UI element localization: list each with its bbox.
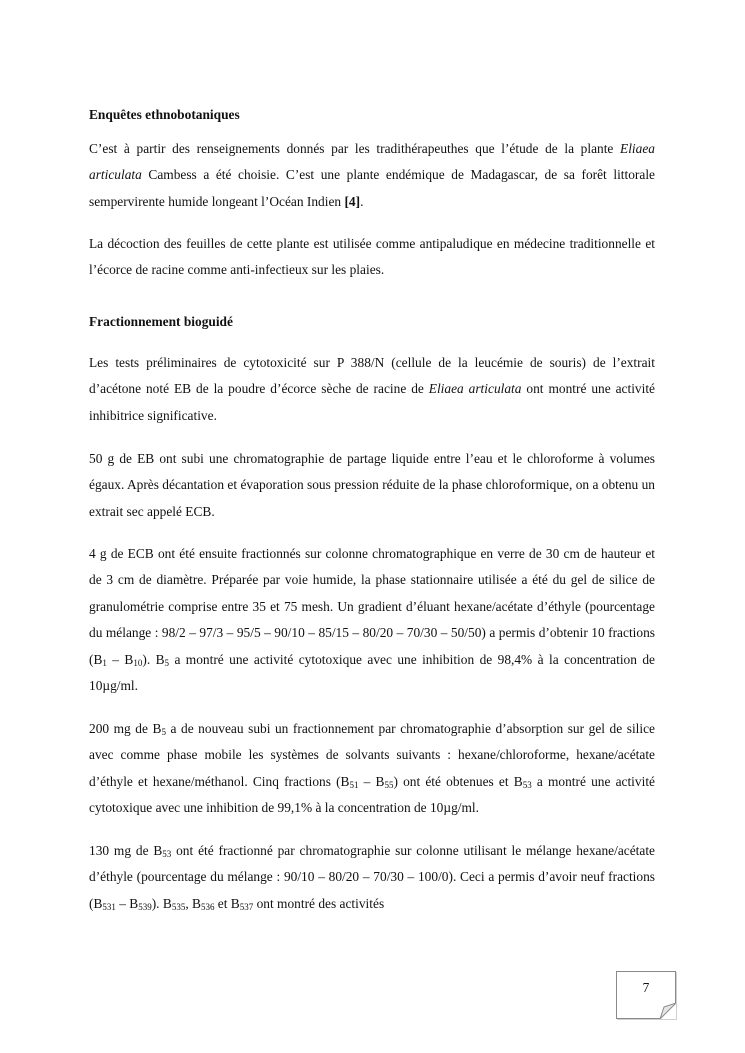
text: – B	[358, 773, 385, 789]
species-name: Eliaea articulata	[428, 381, 522, 397]
text: ont montré une activité inhibitrice significative.	[89, 381, 655, 423]
text: ont montré des activités	[253, 895, 385, 911]
text: a montré une activité cytotoxique avec une inhibition de 99,1% à la concentration de 10µg/ml.	[89, 773, 655, 816]
subscript: 10	[133, 657, 143, 668]
text: ). B	[151, 895, 172, 911]
heading-fractionnement: Fractionnement bioguidé	[89, 314, 233, 329]
text: ). B	[142, 651, 165, 667]
text: C’est à partir des renseignements donnés par les tradithérapeuthes que l’étude de la plante	[89, 141, 621, 156]
text: – B	[106, 651, 134, 667]
text: Les tests préliminaires de cytotoxicité sur P 388/N (cellule de la leucémie de souris) de l’extrait d’acétone noté EB de la poudre d’écorce sèche de racine de	[89, 355, 655, 397]
paragraph-partage: 50 g de EB ont subi une chromatographie de partage liquide entre l’eau et le chloroforme à volumes égaux. Après décantation et évaporation sous pression réduite de la phase chloroformique, on a obtenu un extrait sec appelé ECB.	[89, 451, 655, 519]
paragraph-b5	[89, 716, 655, 822]
subscript: 531	[102, 901, 116, 912]
subscript: 55	[384, 779, 394, 790]
text: ) ont été obtenues et B	[393, 773, 523, 789]
paragraph-b53	[89, 838, 655, 917]
text: 200 mg de B	[89, 721, 162, 736]
subscript: 5	[161, 727, 166, 737]
text: 130 mg de B	[89, 843, 163, 858]
paragraph-tests	[89, 350, 655, 429]
text: 4 g de ECB ont été ensuite fractionnés sur colonne chromatographique en verre de 30 cm de hauteur et de 3 cm de diamètre. Préparée par voie humide, la phase stationnaire utilisée a été du gel de silice de granulométrie comprise entre 35 et 75 mesh. Un gradient d’éluant hexane/acétate d’éthyle (pourcentage du mélange : 98/2 – 97/3 – 95/5 – 90/10 – 85/15 – 80/20 – 70/30 – 50/50) a permis d’obtenir 10 fractions (B	[89, 546, 655, 667]
species-name: Eliaea articulata	[89, 141, 655, 183]
paragraph-decoction: La décoction des feuilles de cette plante est utilisée comme antipaludique en médecine traditionnelle et l’écorce de racine comme anti-infectieux sur les plaies.	[89, 236, 655, 278]
page-curl-icon	[660, 1003, 676, 1019]
subscript: 53	[162, 849, 172, 859]
text: , B	[185, 895, 201, 911]
text: a montré une activité cytotoxique avec une inhibition de 98,4% à la concentration de 10µg/ml.	[89, 651, 656, 694]
subscript: 5	[164, 657, 170, 668]
subscript: 53	[522, 779, 532, 790]
text: .	[360, 193, 364, 209]
text: a de nouveau subi un fractionnement par chromatographie d’absorption sur gel de silice avec comme phase mobile les systèmes de solvants suivants : hexane/chloroforme, hexane/acétate d’éthyle et hexane/méthanol. Cinq fractions (B	[89, 721, 655, 789]
page-number-box	[616, 971, 676, 1019]
text: ont été fractionné par chromatographie sur colonne utilisant le mélange hexane/acétate d’éthyle (pourcentage du mélange : 90/10 – 80/20 – 70/30 – 100/0). Ceci a permis d’avoir neuf fractions (B	[89, 843, 655, 911]
subscript: 536	[200, 901, 215, 912]
paragraph-intro	[89, 136, 655, 215]
text: – B	[115, 895, 139, 911]
subscript: 535	[171, 901, 186, 912]
subscript: 51	[349, 779, 359, 790]
subscript: 539	[138, 901, 152, 912]
paragraph-colonne	[89, 541, 655, 699]
subscript: 537	[239, 901, 254, 912]
heading-enquetes: Enquêtes ethnobotaniques	[89, 107, 240, 122]
text: Cambess a été choisie. C’est une plante endémique de Madagascar, de sa forêt littorale sempervirente humide longeant l’Océan Indien	[89, 167, 655, 209]
text: et B	[214, 895, 240, 911]
page-number: 7	[642, 980, 650, 995]
subscript: 1	[102, 657, 107, 668]
reference: [4]	[344, 193, 361, 209]
